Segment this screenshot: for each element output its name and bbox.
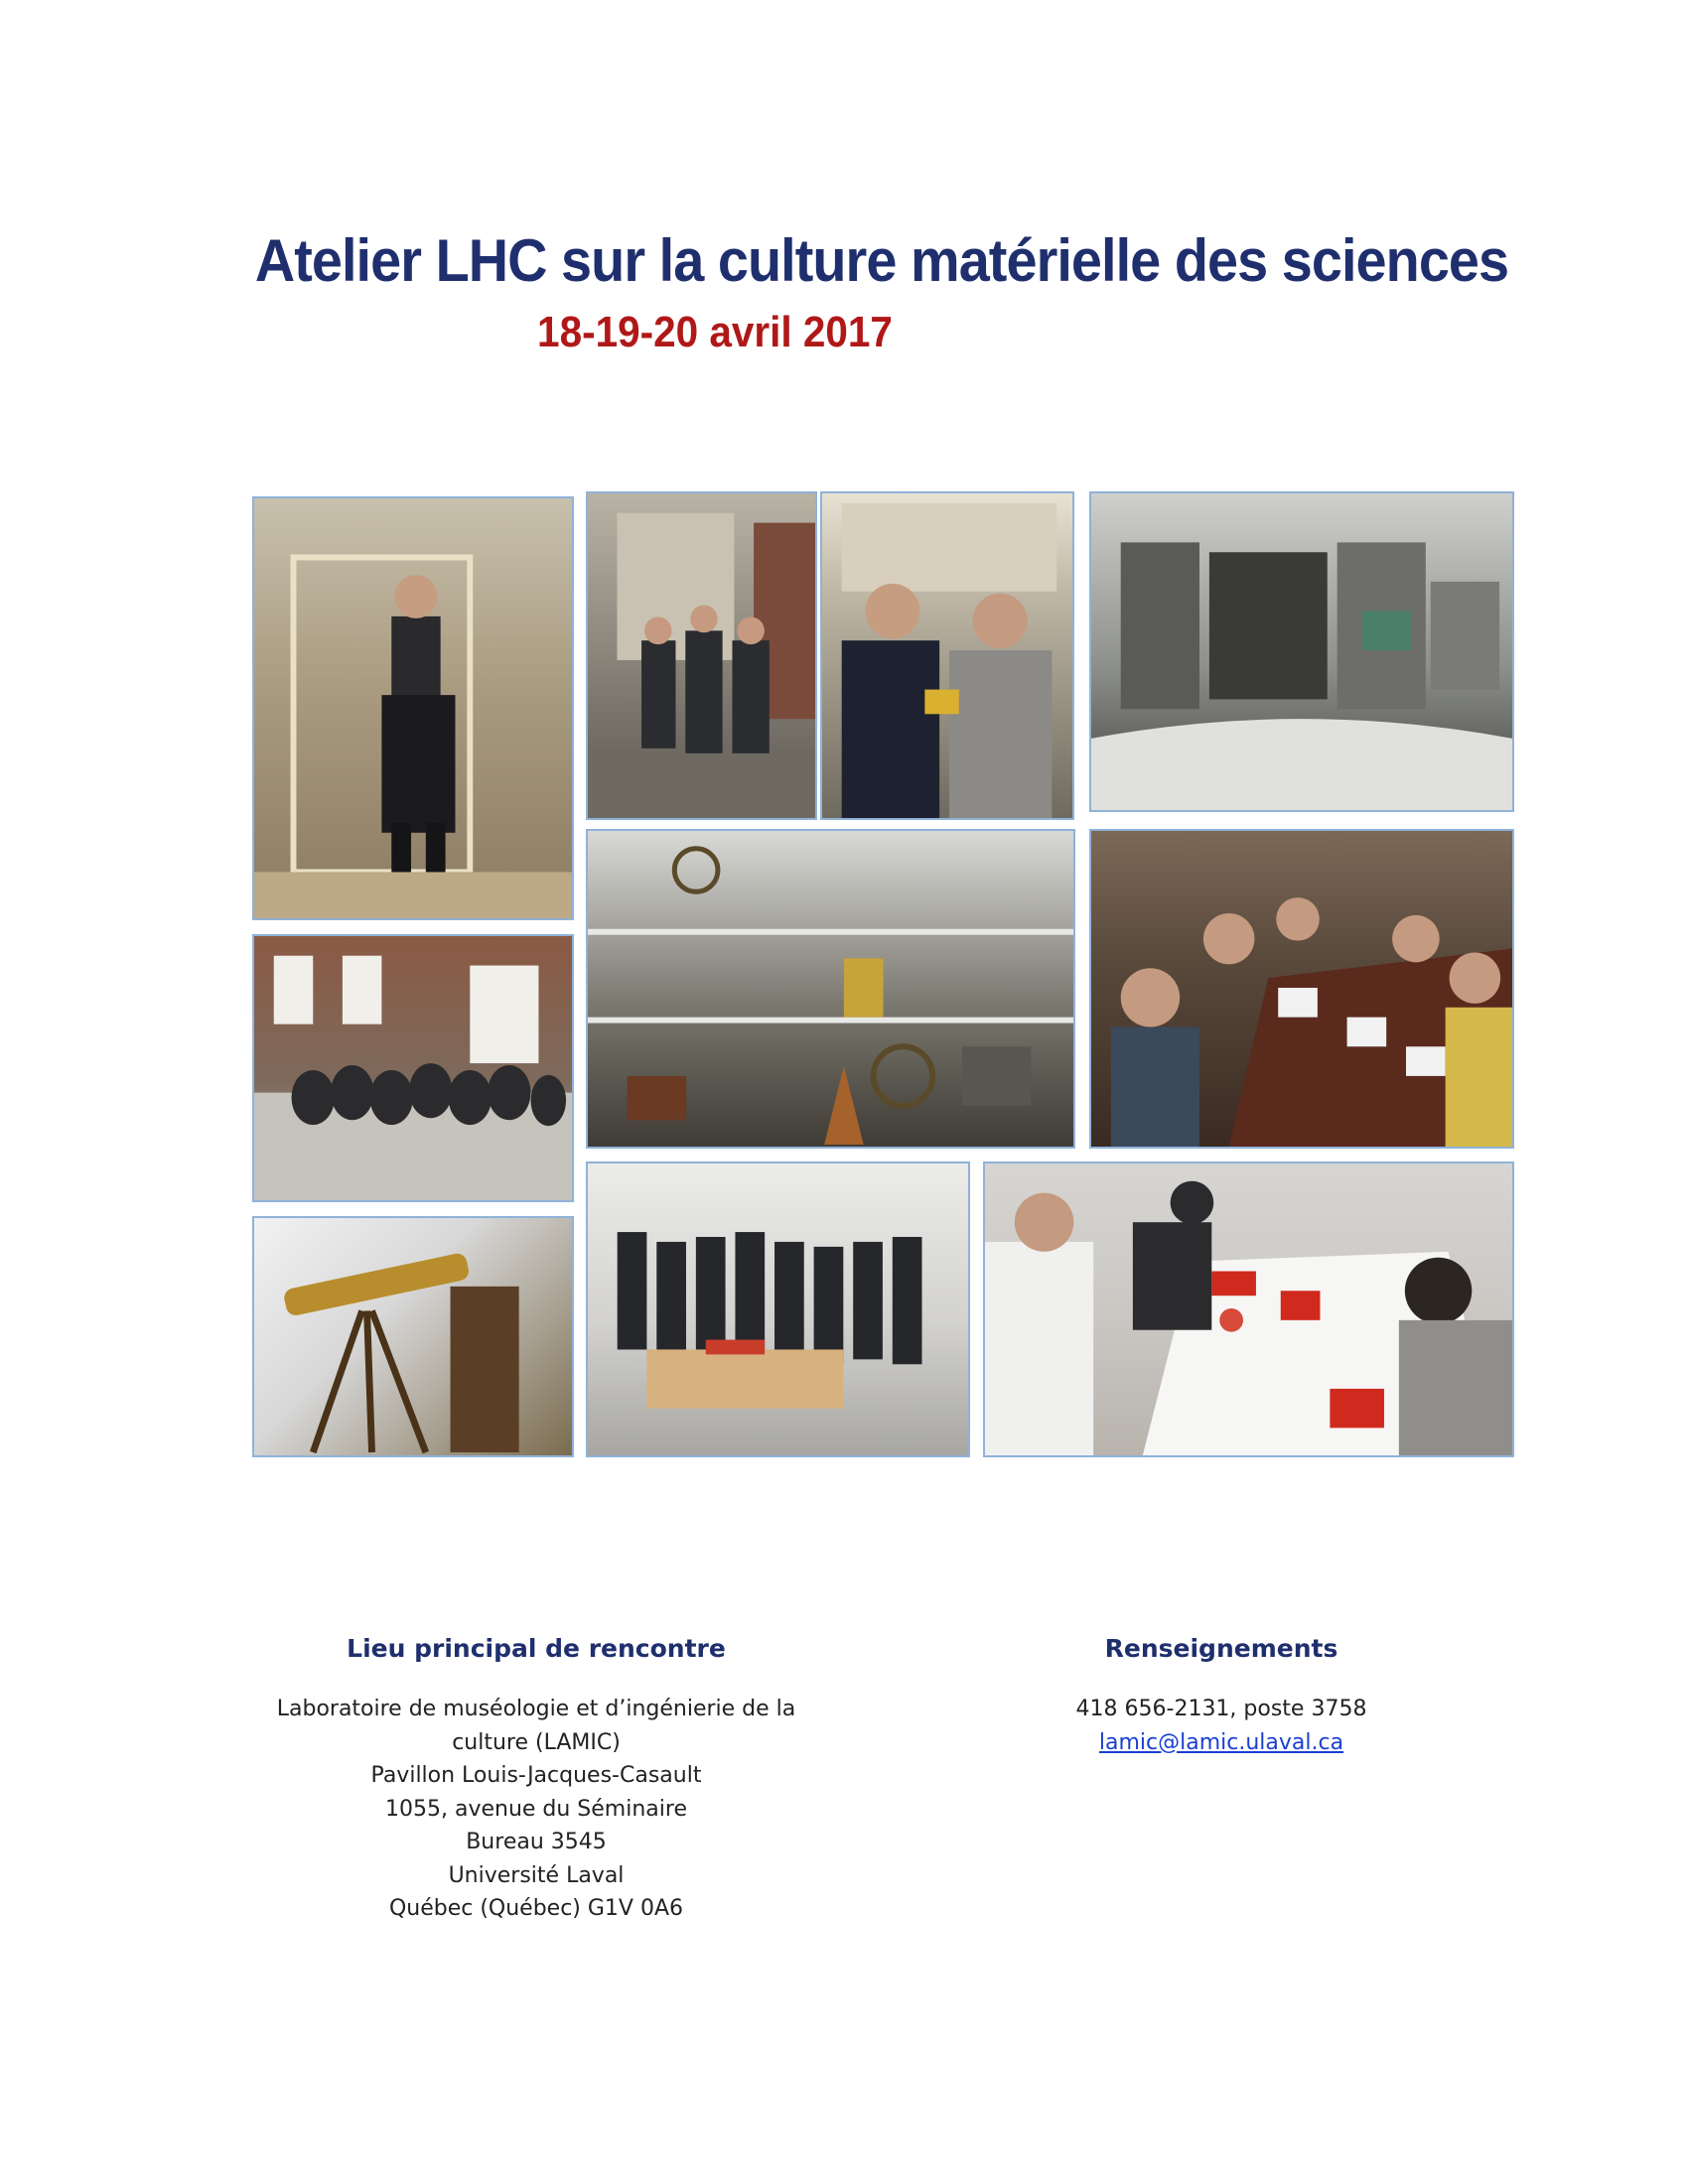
event-date: 18-19-20 avril 2017 [537, 308, 893, 356]
address-line: 1055, avenue du Séminaire [384, 1796, 687, 1822]
photo-telescope [252, 1216, 574, 1457]
photo-group-house [586, 491, 817, 820]
photo-workshop-group [586, 1161, 970, 1457]
phone-number: 418 656-2131, poste 3758 [1075, 1697, 1367, 1721]
photo-group-steps [252, 934, 574, 1202]
venue-heading: Lieu principal de rencontre [347, 1634, 726, 1663]
photo-dinner-table [1089, 829, 1514, 1149]
venue-address [238, 1693, 834, 1926]
email-link[interactable]: lamic@lamic.ulaval.ca [1098, 1729, 1344, 1755]
page-title: Atelier LHC sur la culture matérielle des sciences [254, 227, 1509, 294]
address-line: culture (LAMIC) [452, 1729, 621, 1755]
photo-speaker-museum [252, 496, 574, 920]
photo-instruments-display [586, 829, 1075, 1149]
address-line: Laboratoire de muséologie et d’ingénierie de la [276, 1697, 796, 1721]
address-line: Bureau 3545 [466, 1830, 607, 1854]
photo-workshop-table [983, 1161, 1514, 1457]
info-contact [993, 1693, 1450, 1759]
photo-two-men-object [820, 491, 1074, 820]
address-line: Université Laval [448, 1862, 625, 1888]
address-line: Québec (Québec) G1V 0A6 [388, 1896, 684, 1921]
photo-control-room [1089, 491, 1514, 812]
info-heading: Renseignements [1104, 1634, 1338, 1663]
address-line: Pavillon Louis-Jacques-Casault [370, 1763, 702, 1788]
